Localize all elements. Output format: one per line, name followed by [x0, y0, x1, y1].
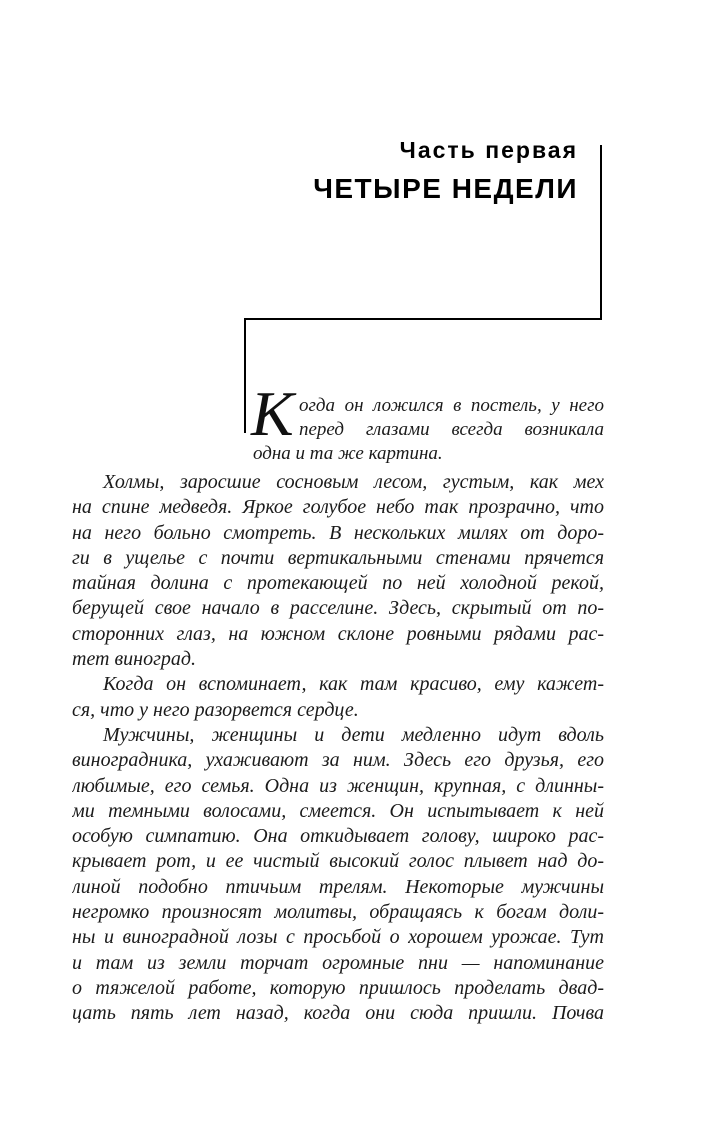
text-line: крывает рот, и ее чистый высокий голос плывет над до- — [72, 850, 604, 873]
text-line: ги в ущелье с почти вертикальными стенами прячется — [72, 546, 604, 569]
text-line: на спине медведя. Яркое голубое небо так прозрачно, что — [72, 496, 604, 519]
text-line: перед глазами всегда возникала — [299, 419, 604, 440]
text-line: тет виноград. — [72, 648, 197, 671]
text-line: линой подобно птичьим трелям. Некоторые мужчины — [72, 875, 604, 898]
corner-rule-vertical-right — [600, 145, 602, 320]
body-text — [72, 470, 604, 1027]
text-line: одна и та же картина. — [253, 443, 443, 464]
text-line: ми темными волосами, смеется. Он испытывает к ней — [72, 799, 604, 822]
part-label: Часть первая — [399, 137, 578, 163]
text-line: Мужчины, женщины и дети медленно идут вдоль — [103, 723, 604, 746]
part-title: ЧЕТЫРЕ НЕДЕЛИ — [313, 173, 578, 204]
text-line: негромко произносят молитвы, обращаясь к богам доли- — [72, 901, 604, 924]
text-line: о тяжелой работе, которую пришлось проделать двад- — [72, 976, 604, 999]
text-line: любимые, его семья. Одна из женщин, крупная, с длинны- — [72, 774, 604, 797]
text-line: Когда он вспоминает, как там красиво, ему кажет- — [103, 673, 604, 696]
text-line: огда он ложился в постель, у него — [299, 395, 604, 416]
text-line: ны и виноградной лозы с просьбой о хорошем урожае. Тут — [72, 926, 604, 949]
text-line: ся, что у него разорвется сердце. — [72, 698, 359, 721]
text-line: и там из земли торчат огромные пни — напоминание — [72, 951, 604, 974]
corner-rule-horizontal — [244, 318, 602, 320]
text-line: тайная долина с протекающей по ней холодной рекой, — [72, 572, 604, 595]
text-line: на него больно смотреть. В нескольких милях от доро- — [72, 521, 604, 544]
drop-cap: К — [251, 378, 294, 449]
text-line: Холмы, заросшие сосновым лесом, густым, как мех — [103, 471, 604, 493]
text-line: виноградника, ухаживают за ним. Здесь его друзья, его — [72, 749, 604, 772]
text-line: сторонних глаз, на южном склоне ровными рядами рас- — [72, 622, 604, 645]
opening-paragraph-lines — [253, 394, 604, 466]
text-line: берущей свое начало в расселине. Здесь, скрытый от по- — [72, 597, 604, 620]
corner-rule-vertical-left — [244, 320, 246, 433]
text-line: особую симпатию. Она откидывает голову, широко рас- — [72, 825, 604, 848]
opening-paragraph — [251, 378, 604, 466]
part-heading — [313, 138, 578, 204]
text-line: цать пять лет назад, когда они сюда пришли. Почва — [72, 1002, 604, 1025]
